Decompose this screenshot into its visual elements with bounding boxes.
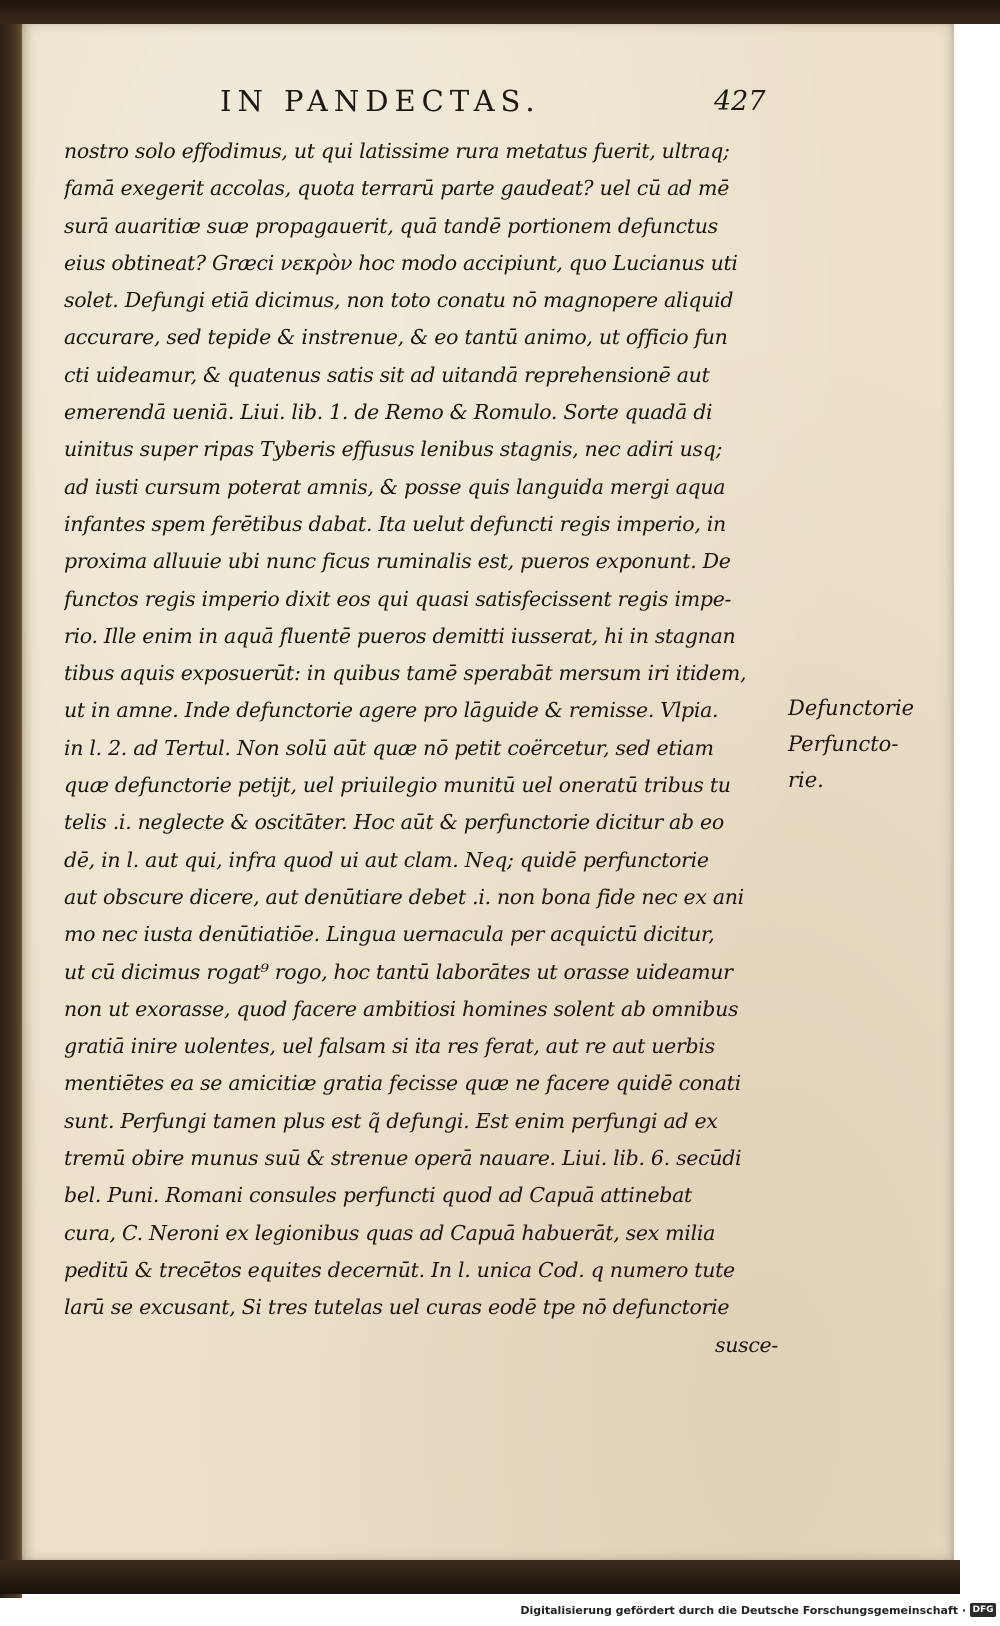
text-line: quæ defunctorie petijt, uel priuilegio munitū uel oneratū tribus tu bbox=[64, 773, 731, 798]
body-text-block bbox=[64, 133, 784, 1364]
text-line: bel. Puni. Romani consules perfuncti quod ad Capuā attinebat bbox=[64, 1183, 692, 1208]
text-line: solet. Defungi etiā dicimus, non toto conatu nō magnopere aliquid bbox=[64, 288, 734, 313]
text-line: mo nec iusta denūtiatiōe. Lingua uernacula per acquictū dicitur, bbox=[64, 922, 715, 947]
marginal-notes bbox=[788, 690, 948, 798]
text-line: gratiā inire uolentes, uel falsam si ita res ferat, aut re aut uerbis bbox=[64, 1034, 715, 1059]
text-line: ut cū dicimus rogat⁹ rogo, hoc tantū laborātes ut orasse uideamur bbox=[64, 959, 733, 984]
running-head: IN PANDECTAS. bbox=[220, 84, 541, 118]
text-line: surā auaritiæ suæ propagauerit, quā tandē portionem defunctus bbox=[64, 213, 718, 238]
text-line: tremū obire munus suū & strenue operā nauare. Liui. lib. 6. secūdi bbox=[64, 1146, 742, 1171]
text-line: sunt. Perfungi tamen plus est q̃ defungi. Est enim perfungi ad ex bbox=[64, 1108, 718, 1133]
margin-note: Defunctorie bbox=[788, 696, 915, 720]
text-line: nostro solo effodimus, ut qui latissime rura metatus fuerit, ultraq; bbox=[64, 139, 730, 163]
text-line: eius obtineat? Græci νεκρὸν hoc modo accipiunt, quo Lucianus uti bbox=[64, 250, 738, 275]
text-line: rio. Ille enim in aquā fluentē pueros demitti iusserat, hi in stagnan bbox=[64, 623, 736, 648]
binding-edge-top bbox=[0, 0, 1000, 24]
text-line: dē, in l. aut qui, infra quod ui aut clam. Neq; quidē perfunctorie bbox=[64, 847, 709, 872]
text-line: non ut exorasse, quod facere ambitiosi homines solent ab omnibus bbox=[64, 996, 739, 1021]
text-line: tibus aquis exposuerūt: in quibus tamē sperabāt mersum iri itidem, bbox=[64, 661, 747, 686]
text-line: cura, C. Neroni ex legionibus quas ad Capuā habuerāt, sex milia bbox=[64, 1220, 716, 1245]
text-line: mentiētes ea se amicitiæ gratia fecisse quæ ne facere quidē conati bbox=[64, 1071, 741, 1096]
text-line: cti uideamur, & quatenus satis sit ad uitandā reprehensionē aut bbox=[64, 362, 710, 387]
text-line: famā exegerit accolas, quota terrarū parte gaudeat? uel cū ad mē bbox=[64, 176, 730, 201]
page-number: 427 bbox=[714, 86, 766, 117]
text-line: larū se excusant, Si tres tutelas uel curas eodē tpe nō defunctorie bbox=[64, 1295, 730, 1320]
margin-note: rie. bbox=[788, 768, 824, 792]
margin-note: Perfuncto- bbox=[788, 732, 899, 756]
text-line: peditū & trecētos equites decernūt. In l. unica Cod. q numero tute bbox=[64, 1257, 735, 1282]
text-line: infantes spem ferētibus dabat. Ita uelut defuncti regis imperio, in bbox=[64, 511, 726, 536]
text-line: functos regis imperio dixit eos qui quasi satisfecissent regis impe- bbox=[64, 586, 732, 611]
text-line: uinitus super ripas Tyberis effusus lenibus stagnis, nec adiri usq; bbox=[64, 437, 723, 462]
binding-edge-left bbox=[0, 0, 22, 1600]
text-line: ut in amne. Inde defunctorie agere pro lāguide & remisse. Vlpia. bbox=[64, 698, 719, 723]
text-line: emerendā ueniā. Liui. lib. 1. de Remo & Romulo. Sorte quadā di bbox=[64, 400, 713, 425]
binding-edge-bottom bbox=[0, 1560, 960, 1594]
text-line: proxima alluuie ubi nunc ficus ruminalis est, pueros exponunt. De bbox=[64, 549, 731, 574]
text-line: aut obscure dicere, aut denūtiare debet .i. non bona fide nec ex ani bbox=[64, 884, 744, 909]
text-line: ad iusti cursum poterat amnis, & posse quis languida mergi aqua bbox=[64, 474, 726, 499]
catchword: susce- bbox=[715, 1332, 778, 1357]
funding-notice: Digitalisierung gefördert durch die Deutsche Forschungsgemeinschaft · bbox=[520, 1604, 966, 1617]
text-line: telis .i. neglecte & oscitāter. Hoc aūt & perfunctorie dicitur ab eo bbox=[64, 810, 724, 835]
text-line: in l. 2. ad Tertul. Non solū aūt quæ nō petit coërcetur, sed etiam bbox=[64, 735, 714, 760]
dfg-logo: DFG bbox=[970, 1603, 996, 1617]
text-line: accurare, sed tepide & instrenue, & eo tantū animo, ut officio fun bbox=[64, 325, 728, 350]
